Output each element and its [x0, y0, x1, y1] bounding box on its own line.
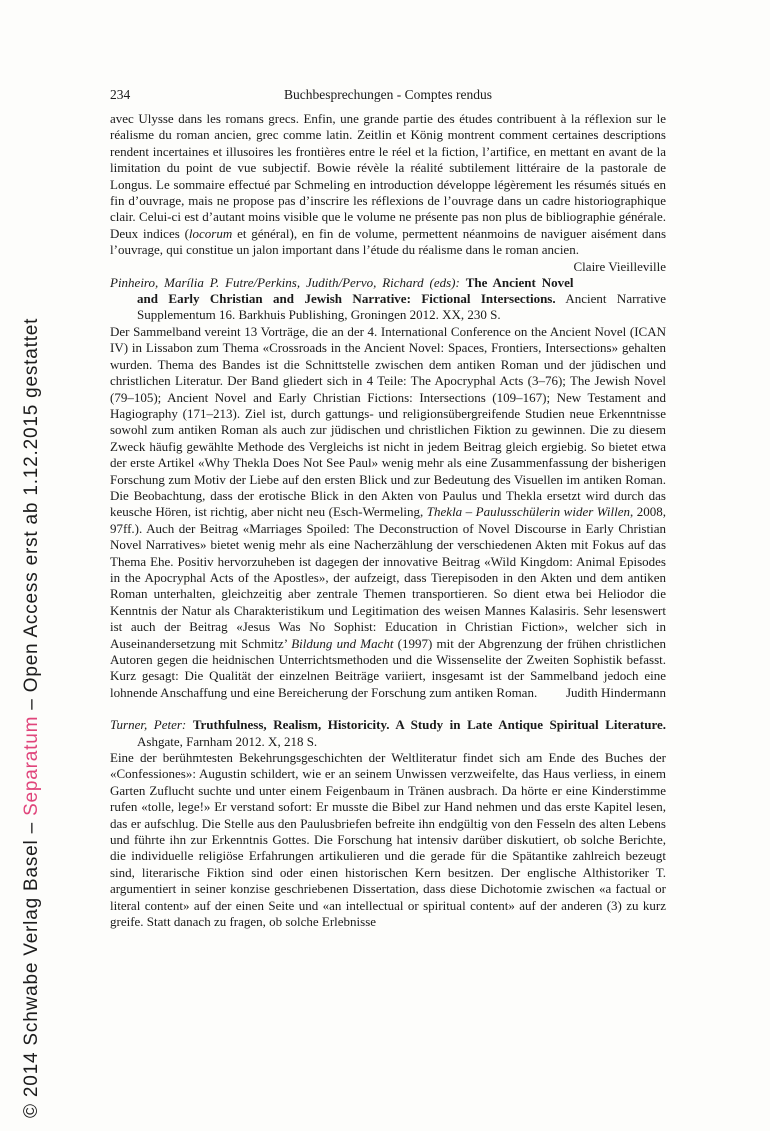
review-heading-pinheiro: [110, 275, 666, 324]
review-body-pinheiro: [110, 324, 666, 701]
spine-imprint: [20, 318, 43, 1118]
review-text: Der Sammelband vereint 13 Vorträge, die an der 4. International Conference on the Ancient Novel (ICAN IV) in Lissabon zum Thema «Crossroads in the Ancient Novel: Spaces, Frontiers, Intersections» gehalten wurden. Thema des Bandes ist die Schnittstelle zwischen dem antiken Roman und der jüdischen und christlichen Literatur. Der Band gliedert sich in 4 Teile: The Apocryphal Acts (3–76); The Jewish Novel (79–105); Ancient Novel and Early Christian Fictions: Intersections (109–167); New Testament and Hagiography (171–213). Ziel ist, durch gattungs- und religionsübergreifende Studien neue Erkenntnisse sowohl zum antiken Roman als auch zur jüdischen und christlichen Fiktion zu gewinnen. Die zu diesem Zweck häufig gewählte Methode des Vergleichs ist nicht in jedem Beitrag gleich ergiebig. So bietet etwa der erste Artikel «Why Thekla Does Not See Paul» wenig mehr als eine Zusammenfassung der bisherigen Forschung zum Motiv der Liebe auf den ersten Blick und zur Bedeutung des Visuellen im antiken Roman. Die Beobachtung, dass der erotische Blick in den Akten von Paulus und Thekla ersetzt wird durch das keusche Hören, ist richtig, aber nicht neu (Esch-Wermeling, Thekla – Paulusschülerin wider Willen, 2008, 97ff.). Auch der Beitrag «Marriages Spoiled: The Deconstruction of Novel Discourse in Early Christian Novel Narratives» bietet wenig mehr als eine Nacherzählung der verschiedenen Akten mit Fokus auf das Thema Ehe. Positiv hervorzuheben ist dagegen der innovative Beitrag «Wild Kingdom: Animal Episodes in the Apocryphal Acts of the Apostles», der aufzeigt, dass Tierepisoden in den Akten und dem antiken Roman unterhalten, gleichzeitig aber zentrale Themen transportieren. So dient etwa bei Heliodor die Kenntnis der Natur als Charakteristikum und Legitimation des weisen Mannes Kalasiris. Sehr lesenswert ist auch der Beitrag «Jesus Was No Sophist: Education in Christian Fiction», welcher sich in Auseinandersetzung mit Schmitz’ Bildung und Macht (1997) mit der Abgrenzung der frühen christlichen Autoren gegen die heidnischen Unterrichtsmethoden und die Wissenselite der Zweiten Sophistik befasst. Kurz gesagt: Die Qualität der einzelnen Beiträge variiert, insgesamt ist der Sammelband jedoch eine lohnende Anschaffung und eine Bereicherung der Forschung zum antiken Roman.: [110, 323, 666, 700]
review-heading-turner: [110, 717, 666, 750]
review-heading-text: Turner, Peter: Truthfulness, Realism, Historicity. A Study in Late Antique Spiritual Literature. Ashgate, Farnham 2012. X, 218 S.: [110, 717, 666, 749]
review-body-turner: [110, 750, 666, 930]
review-continuation-vieilleville: [110, 111, 666, 274]
section-title: Buchbesprechungen - Comptes rendus: [283, 87, 493, 102]
spine-copyright-text: © 2014 Schwabe Verlag Basel –: [21, 815, 42, 1118]
spine-open-access-text: – Open Access erst ab 1.12.2015 gestattet: [21, 317, 42, 716]
page-content: [110, 86, 666, 931]
review-text: Eine der berühmtesten Bekehrungsgeschichten der Weltliteratur findet sich am Ende des Buches der «Confessiones»: Augustin schildert, wie er an seinem Unwissen verzweifelte, das Haus verliess, in einem Garten Zuflucht suchte und unter einem Feigenbaum in Tränen ausbrach. Da hörte er eine Kinderstimme rufen «tolle, lege!» Er verstand sofort: Er musste die Bibel zur Hand nehmen und das erste Kapitel lesen, das er aufschlug. Die Stelle aus den Paulusbriefen befreite ihn endgültig von den Fesseln des alten Lebens und führte ihn zur Erkenntnis Gottes. Die Forschung hat intensiv darüber diskutiert, ob solche Berichte, die individuelle religiöse Erfahrungen artikulieren und die gerade für die Spätantike zahlreich bezeugt sind, literarische Fiktion sind oder einen historischen Kern besitzen. Der englische Althistoriker T. argumentiert in seiner konzise geschriebenen Dissertation, dass diese Dichotomie zwischen «a factual or literal content» auf der einen Seite und «an intellectual or spiritual content» auf der anderen (3) zu kurz greife. Statt danach zu fragen, ob solche Erlebnisse: [110, 750, 666, 930]
spine-separatum-label: Separatum: [21, 715, 42, 816]
review-text: avec Ulysse dans les romans grecs. Enfin, une grande partie des études contribuent à la réflexion sur le réalisme du roman ancien, grec comme latin. Zeitlin et König montrent comment certaines descriptions rendent incertaines et illusoires les frontières entre le réel et la fiction, l’artifice, en mettant en avant de la limitation du point de vue subjectif. Bowie révèle la réalité subtilement littéraire de la pastorale de Longus. Le sommaire effectué par Schmeling en introduction développe légèrement les résumés situés en fin d’ouvrage, mais ne propose pas d’inscrire les réflexions de l’ouvrage dans un cadre historiographique clair. Celui-ci est d’autant moins visible que le volume ne présente pas non plus de bibliographie générale. Deux indices (locorum et général), en fin de volume, permettent néanmoins de naviguer aisément dans l’ouvrage, qui constitue un jalon important dans l’étude du réalisme dans le roman ancien.: [110, 111, 666, 258]
page-header: [110, 86, 666, 103]
page-number: 234: [110, 87, 131, 102]
review-heading-text: Pinheiro, Marília P. Futre/Perkins, Judith/Pervo, Richard (eds): The Ancient Novel and Early Christian and Jewish Narrative: Fictional Intersections. Ancient Narrative Supplementum 16. Barkhuis Publishing, Groningen 2012. XX, 230 S.: [110, 274, 667, 323]
reviewer-signature: Judith Hindermann: [565, 684, 666, 700]
reviewer-signature: Claire Vieilleville: [573, 258, 666, 274]
